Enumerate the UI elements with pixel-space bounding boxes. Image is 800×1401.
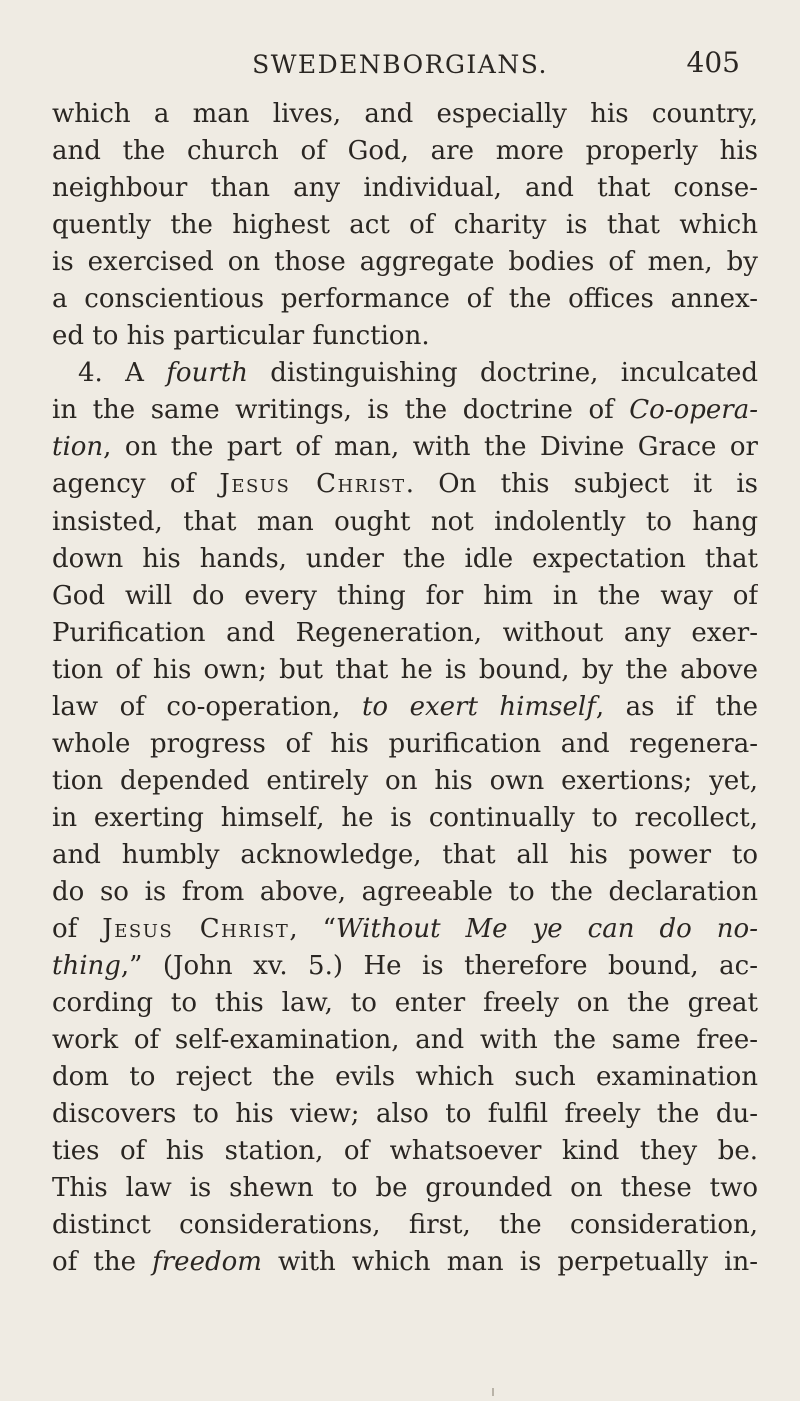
italic-text: Without Me ye can do no- — [335, 914, 758, 945]
text-line: God will do every thing for him in the way of — [52, 580, 758, 611]
text-line: in exerting himself, he is continually to recollect, — [52, 802, 758, 833]
text-line: and the church of God, are more properly his — [52, 136, 758, 167]
text-line: tion of his own; but that he is bound, by the above — [52, 654, 758, 685]
text-line: cording to this law, to enter freely on the great — [52, 988, 758, 1019]
text-line: discovers to his view; also to fulfil freely the du- — [52, 1099, 758, 1130]
text-line: tion, on the part of man, with the Divine Grace or — [52, 432, 758, 463]
text-line: thing,” (John xv. 5.) He is therefore bound, ac- — [52, 951, 758, 982]
body-text — [52, 96, 758, 1282]
small-caps-name: Jesus Christ — [219, 469, 406, 500]
text-line: dom to reject the evils which such examination — [52, 1062, 758, 1093]
text-line: do so is from above, agreeable to the declaration — [52, 876, 758, 907]
text-line: Purification and Regeneration, without any exer- — [52, 617, 758, 648]
text-line: ties of his station, of whatsoever kind they be. — [52, 1136, 758, 1167]
running-head: SWEDENBORGIANS. — [252, 50, 548, 79]
text-line: work of self-examination, and with the same free- — [52, 1025, 758, 1056]
italic-text: to exert himself — [361, 691, 596, 722]
paper-mark — [492, 1388, 494, 1396]
text-line: of Jesus Christ, “Without Me ye can do no- — [52, 914, 758, 945]
italic-text: thing — [52, 951, 121, 982]
paragraph-start-line: 4. A fourth distinguishing doctrine, inculcated — [78, 358, 758, 389]
italic-text: Co-opera- — [629, 395, 758, 426]
text-line: which a man lives, and especially his country, — [52, 99, 758, 129]
page-number: 405 — [686, 46, 740, 79]
text-line: law of co-operation, to exert himself, as if the — [52, 691, 758, 722]
text-line: quently the highest act of charity is that which — [52, 210, 758, 241]
text-line: in the same writings, is the doctrine of Co-opera- — [52, 395, 758, 426]
italic-text: freedom — [152, 1247, 262, 1278]
small-caps-name: Jesus Christ — [102, 914, 290, 945]
page-header — [0, 46, 800, 86]
text-line: a conscientious performance of the offices annex- — [52, 284, 758, 315]
text-line: agency of Jesus Christ. On this subject it is — [52, 469, 758, 500]
italic-text: tion — [52, 432, 104, 463]
italic-text: fourth — [166, 358, 248, 389]
text-line: is exercised on those aggregate bodies of men, by — [52, 247, 758, 278]
text-line: This law is shewn to be grounded on these two — [52, 1173, 758, 1204]
text-line: neighbour than any individual, and that conse- — [52, 173, 758, 204]
text-line: down his hands, under the idle expectation that — [52, 543, 758, 574]
text-line: insisted, that man ought not indolently to hang — [52, 506, 758, 537]
text-line: whole progress of his purification and regenera- — [52, 728, 758, 759]
text-line: tion depended entirely on his own exertions; yet, — [52, 765, 758, 796]
text-line: and humbly acknowledge, that all his power to — [52, 839, 758, 870]
text-line: ed to his particular function. — [52, 321, 430, 352]
text-line: of the freedom with which man is perpetually in- — [52, 1247, 758, 1278]
text-line: distinct considerations, first, the consideration, — [52, 1210, 758, 1241]
